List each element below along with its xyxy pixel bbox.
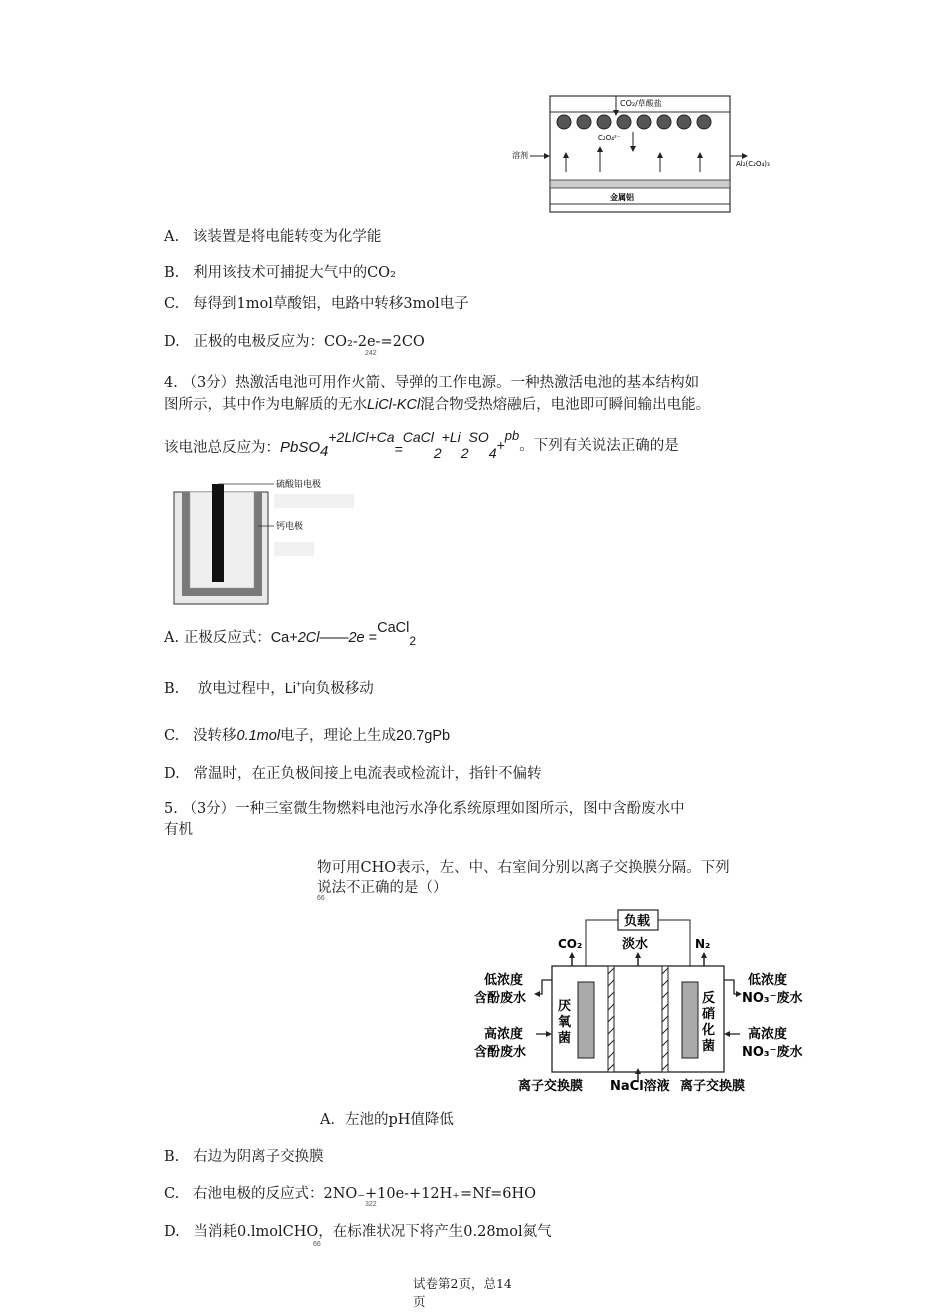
q5-option-d: D. 当消耗0.lmolCHO，在标准状况下将产生0.28mol氮气 — [164, 1224, 552, 1240]
q5-stem-line2: 有机 — [164, 822, 193, 838]
q4-reaction: 该电池总反应为：PbSO4+2LlCl+Ca=CaCl2+Li2SO4+pb。下列有关说法正确的是 — [164, 428, 679, 461]
fig5-left-top-1: 低浓度 — [484, 973, 524, 988]
fig5-left-bot-2: 含酚废水 — [474, 1045, 527, 1060]
fig3-left-label: 溶剂 — [512, 151, 528, 160]
fig5-right-top-1: 低浓度 — [748, 973, 788, 988]
option-text: 利用该技术可捕捉大气中的CO₂ — [193, 265, 396, 281]
fig5-anaerobe-1: 厌 — [558, 999, 572, 1014]
q5-option-c: C. 右池电极的反应式：2NO₋+10e-+12H₊=Nf=6HO — [164, 1186, 537, 1202]
q4-option-b: B. 放电过程中，Li+向负极移动 — [164, 679, 374, 697]
fig5-bottom-nacl: NaCl溶液 — [610, 1079, 670, 1094]
fig5-right-top-2: NO₃⁻废水 — [742, 991, 803, 1006]
option-letter: C. — [164, 296, 180, 312]
option-letter: B. — [164, 265, 180, 281]
fig3-bottom-label: 金属铝 — [610, 193, 634, 202]
fig4-label-calcium: 钙电极 — [276, 522, 304, 532]
fig5-fresh-water: 淡水 — [622, 937, 649, 952]
fig5-co2: CO₂ — [558, 937, 583, 951]
q5-option-a: A．左池的pH值降低 — [320, 1112, 454, 1128]
q5-stem-line3: 物可用CHO表示，左、中、右室间分别以离子交换膜分隔。下列 — [317, 860, 730, 876]
fig5-anaerobe-3: 菌 — [558, 1031, 572, 1046]
q4-option-d: D. 常温时，在正负极间接上电流表或检流计，指针不偏转 — [164, 766, 542, 782]
fig5-denit-4: 菌 — [702, 1039, 716, 1054]
q5-option-b: B. 右边为阴离子交换膜 — [164, 1149, 324, 1165]
option-text: 每得到1mol草酸铝，电路中转移3mol电子 — [193, 296, 469, 312]
fig4-label-lead-sulfate: 硫酸铅电极 — [276, 480, 322, 490]
q4-option-a: A. 正极反应式：Ca+2Cl——2e =CaCl$_2$ — [164, 620, 417, 648]
q4-stem-line1: 4. （3分）热激活电池可用作火箭、导弹的工作电源。一种热激活电池的基本结构如 — [164, 375, 700, 391]
fig3-right-label: Al₂(C₂O₄)₃ — [736, 160, 770, 168]
fig5-left-bot-1: 高浓度 — [484, 1027, 524, 1042]
fig5-right-bot-2: NO₃⁻废水 — [742, 1045, 803, 1060]
fig3-ion-label: C₂O₄²⁻ — [598, 134, 621, 142]
fig5-load: 负载 — [624, 914, 651, 929]
fig5-denit-1: 反 — [702, 991, 716, 1006]
fig5-right-bot-1: 高浓度 — [748, 1027, 788, 1042]
fig5-bottom-membrane-right: 离子交换膜 — [680, 1079, 746, 1094]
q3-option-a — [164, 225, 381, 246]
subscript-note: 66 — [313, 1241, 321, 1248]
q5-figure — [470, 906, 810, 1096]
q4-stem-line2: 图所示，其中作为电解质的无水LiCl-KCl混合物受热熔融后，电池即可瞬间输出电能。 — [164, 397, 711, 413]
q4-option-c: C. 没转移0.1mol电子，理论上生成20.7gPb — [164, 728, 451, 744]
option-letter: D. — [164, 334, 180, 350]
page-footer-line1: 试卷第2页，总14 — [413, 1276, 512, 1291]
fig3-top-label: CO₂/草酸盐 — [620, 99, 662, 108]
subscript-note: 322 — [365, 1201, 377, 1208]
fig5-anaerobe-2: 氧 — [558, 1015, 572, 1030]
fig5-n2: N₂ — [695, 937, 711, 951]
page-footer-line2: 页 — [413, 1294, 426, 1309]
fig5-left-top-2: 含酚废水 — [474, 991, 527, 1006]
q5-stem-line4: 说法不正确的是（） — [317, 880, 448, 896]
option-text: 正极的电极反应为：CO₂-2e-=2CO — [193, 334, 425, 350]
q3-option-b — [164, 261, 396, 282]
q3-option-d — [164, 330, 425, 351]
subscript-note: 66 — [317, 895, 325, 902]
q3-option-c — [164, 292, 469, 313]
q5-stem-line1: 5. （3分）一种三室微生物燃料电池污水净化系统原理如图所示，图中含酚废水中 — [164, 801, 685, 817]
fig5-denit-2: 硝 — [702, 1007, 716, 1022]
fig5-denit-3: 化 — [702, 1023, 716, 1038]
subscript-note: 242 — [365, 350, 377, 357]
q3-figure — [500, 92, 800, 216]
fig5-bottom-membrane-left: 离子交换膜 — [518, 1079, 584, 1094]
q4-figure — [170, 470, 370, 608]
option-text: 该装置是将电能转变为化学能 — [192, 229, 382, 245]
option-letter: A. — [164, 229, 180, 245]
